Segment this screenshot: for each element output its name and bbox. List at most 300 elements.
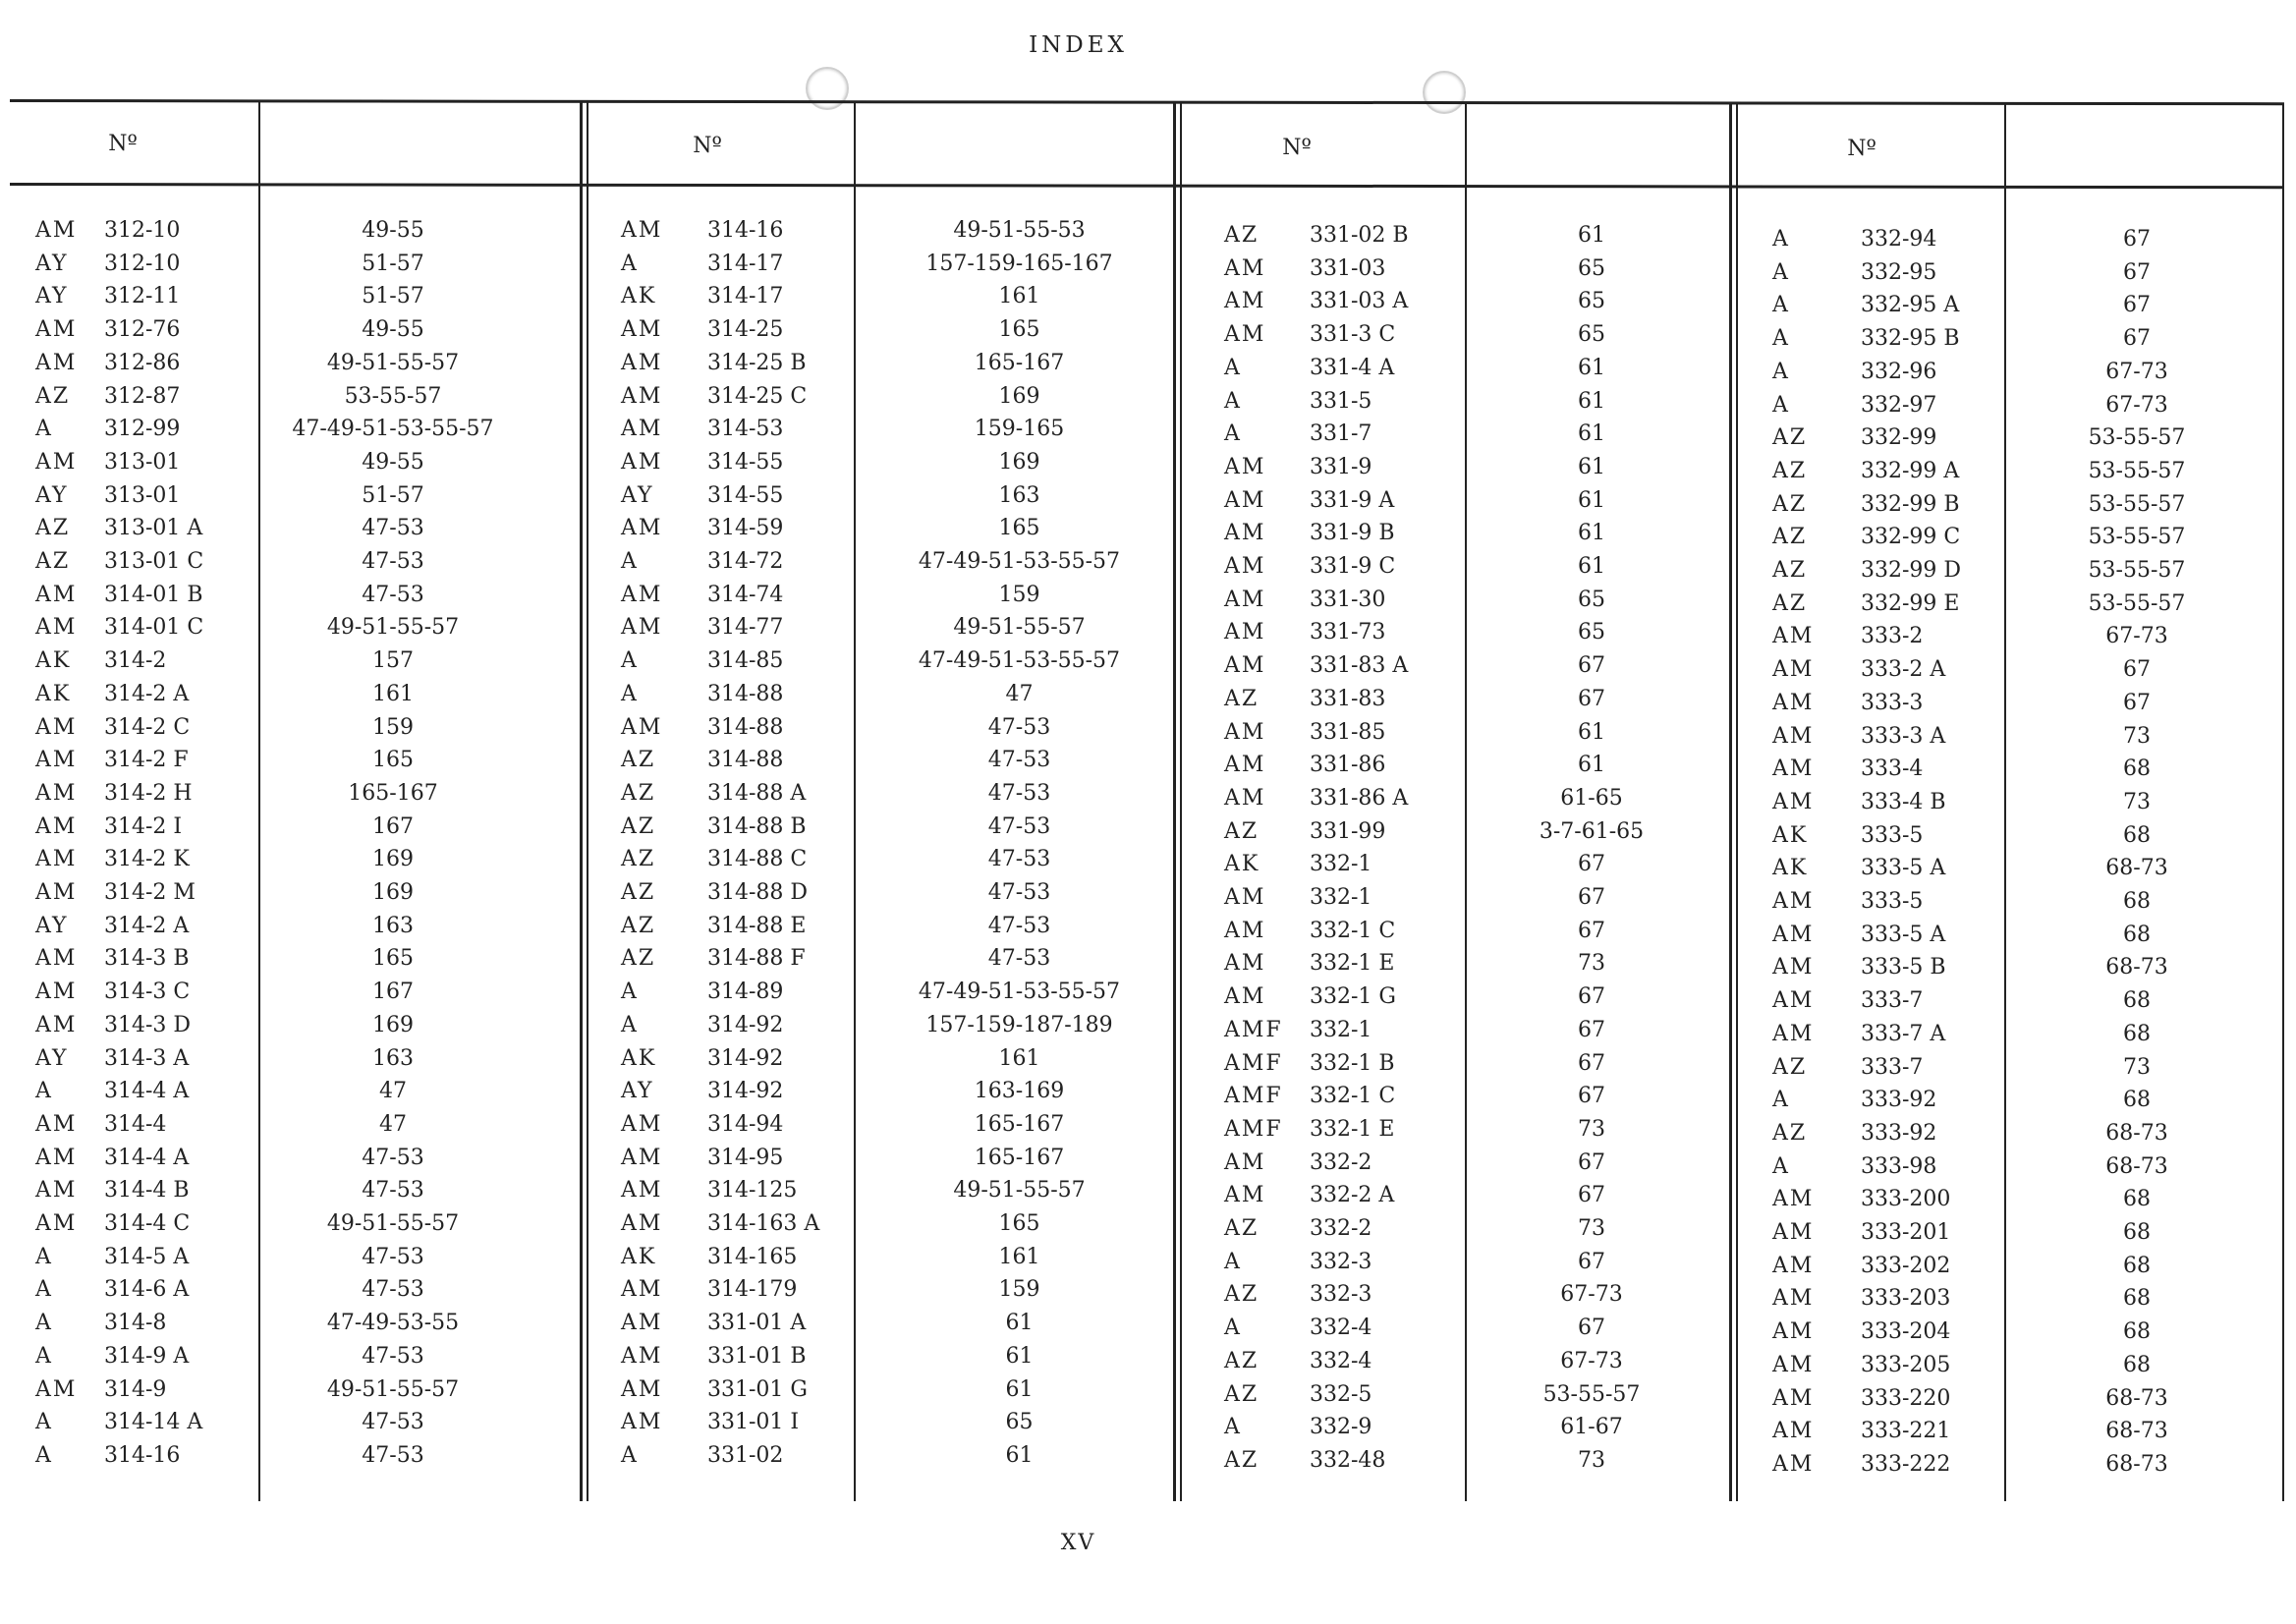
series-prefix: AZ bbox=[621, 748, 656, 773]
part-number: 333-7 A bbox=[1861, 1021, 1946, 1046]
part-number: 331-01 A bbox=[707, 1311, 807, 1336]
page-reference: 67 bbox=[2123, 657, 2151, 683]
page-reference: 73 bbox=[1578, 1116, 1605, 1142]
part-number: 331-01 I bbox=[707, 1410, 800, 1435]
column-header-no: Nº bbox=[108, 132, 138, 156]
part-number: 331-9 B bbox=[1310, 521, 1395, 546]
series-prefix: AM bbox=[1772, 789, 1815, 814]
part-number: 314-17 bbox=[707, 251, 784, 276]
part-number: 314-25 B bbox=[707, 350, 807, 375]
page-reference: 47-49-51-53-55-57 bbox=[918, 980, 1121, 1005]
series-prefix: AM bbox=[621, 449, 663, 475]
part-number: 331-5 bbox=[1310, 388, 1372, 414]
part-number: 332-1 B bbox=[1310, 1050, 1395, 1076]
page-reference: 169 bbox=[998, 449, 1040, 475]
series-prefix: AM bbox=[621, 1211, 663, 1236]
series-prefix: A bbox=[621, 251, 639, 276]
part-number: 331-01 B bbox=[707, 1343, 807, 1369]
series-prefix: AM bbox=[1772, 1187, 1815, 1212]
page-reference: 47-53 bbox=[987, 813, 1051, 839]
page-reference: 165 bbox=[998, 516, 1040, 541]
series-prefix: AM bbox=[1772, 1021, 1815, 1046]
series-prefix: AM bbox=[1224, 587, 1266, 612]
page-reference: 47-53 bbox=[362, 549, 424, 574]
part-number: 313-01 bbox=[104, 482, 181, 508]
page-reference: 53-55-57 bbox=[1542, 1381, 1641, 1407]
part-number: 314-88 bbox=[707, 714, 784, 740]
series-prefix: A bbox=[1772, 1088, 1790, 1113]
series-prefix: AM bbox=[621, 582, 663, 607]
series-prefix: AM bbox=[1772, 1253, 1815, 1278]
part-number: 314-6 A bbox=[104, 1277, 190, 1303]
column-divider bbox=[854, 102, 856, 1501]
series-prefix: AM bbox=[1224, 487, 1266, 513]
part-number: 331-9 bbox=[1310, 454, 1372, 479]
series-prefix: AZ bbox=[1224, 223, 1260, 248]
series-prefix: AM bbox=[621, 1111, 663, 1137]
page-reference: 68 bbox=[2123, 1286, 2151, 1312]
series-prefix: AZ bbox=[1224, 818, 1260, 844]
column-divider bbox=[2004, 104, 2006, 1501]
series-prefix: AM bbox=[1224, 554, 1266, 579]
series-prefix: AY bbox=[35, 1045, 69, 1071]
part-number: 312-87 bbox=[104, 383, 181, 409]
series-prefix: A bbox=[1772, 1153, 1790, 1179]
page-reference: 67 bbox=[1578, 1149, 1605, 1175]
page-reference: 49-51-55-57 bbox=[326, 350, 460, 375]
part-number: 314-88 bbox=[707, 748, 784, 773]
part-number: 331-73 bbox=[1310, 620, 1386, 645]
series-prefix: AY bbox=[35, 284, 69, 309]
punch-hole bbox=[806, 67, 849, 110]
page-reference: 61 bbox=[1005, 1343, 1034, 1369]
column-header-no: Nº bbox=[1282, 136, 1312, 160]
series-prefix: AZ bbox=[1772, 491, 1808, 517]
page-reference: 53-55-57 bbox=[344, 383, 442, 409]
part-number: 333-7 bbox=[1861, 988, 1924, 1014]
series-prefix: AM bbox=[1224, 322, 1266, 348]
part-number: 333-222 bbox=[1861, 1451, 1951, 1477]
series-prefix: AMF bbox=[1224, 1017, 1283, 1042]
part-number: 332-99 bbox=[1861, 425, 1937, 451]
page-reference: 53-55-57 bbox=[2088, 425, 2186, 451]
series-prefix: AM bbox=[35, 847, 78, 872]
part-number: 314-53 bbox=[707, 417, 784, 442]
table-right-edge bbox=[2282, 104, 2284, 1501]
series-prefix: AM bbox=[35, 946, 78, 972]
part-number: 314-2 H bbox=[104, 780, 193, 806]
page-reference: 73 bbox=[2123, 789, 2151, 814]
part-number: 332-2 bbox=[1310, 1216, 1372, 1241]
part-number: 314-85 bbox=[707, 648, 784, 674]
page-reference: 47-53 bbox=[362, 516, 424, 541]
series-prefix: AZ bbox=[35, 549, 71, 574]
page-reference: 159 bbox=[372, 714, 414, 740]
series-prefix: AK bbox=[1224, 852, 1260, 877]
series-prefix: AM bbox=[1224, 653, 1266, 679]
series-prefix: AK bbox=[621, 284, 657, 309]
part-number: 314-4 bbox=[104, 1111, 167, 1137]
part-number: 333-92 bbox=[1861, 1088, 1937, 1113]
series-prefix: A bbox=[621, 648, 639, 674]
series-prefix: AM bbox=[1224, 951, 1266, 977]
page-reference: 67 bbox=[1578, 885, 1605, 910]
page-reference: 47-53 bbox=[362, 1277, 424, 1303]
page-reference: 165 bbox=[998, 317, 1040, 343]
part-number: 332-95 B bbox=[1861, 326, 1960, 352]
series-prefix: AM bbox=[621, 1277, 663, 1303]
series-prefix: AM bbox=[35, 615, 78, 641]
part-number: 314-88 A bbox=[707, 780, 807, 806]
series-prefix: AM bbox=[1224, 620, 1266, 645]
page-reference: 68-73 bbox=[2105, 856, 2168, 881]
part-number: 314-95 bbox=[707, 1145, 784, 1170]
page-reference: 165-167 bbox=[974, 350, 1065, 375]
page-reference: 61 bbox=[1578, 521, 1605, 546]
part-number: 314-55 bbox=[707, 482, 784, 508]
part-number: 314-2 A bbox=[104, 681, 190, 706]
series-prefix: AM bbox=[35, 980, 78, 1005]
page-reference: 47-49-51-53-55-57 bbox=[918, 648, 1121, 674]
part-number: 333-220 bbox=[1861, 1385, 1951, 1411]
series-prefix: AM bbox=[621, 1376, 663, 1402]
series-prefix: AZ bbox=[1772, 458, 1808, 483]
page-reference: 68 bbox=[2123, 1021, 2151, 1046]
part-number: 333-98 bbox=[1861, 1153, 1937, 1179]
part-number: 314-92 bbox=[707, 1012, 784, 1037]
part-number: 312-11 bbox=[104, 284, 181, 309]
series-prefix: AZ bbox=[1224, 1282, 1260, 1308]
page-reference: 73 bbox=[1578, 1216, 1605, 1241]
page-reference: 61 bbox=[1578, 554, 1605, 579]
series-prefix: AK bbox=[35, 648, 72, 674]
series-prefix: AZ bbox=[1224, 686, 1260, 711]
series-prefix: AK bbox=[621, 1045, 657, 1071]
page-reference: 67 bbox=[1578, 1249, 1605, 1274]
series-prefix: AZ bbox=[35, 516, 71, 541]
series-prefix: AM bbox=[1224, 885, 1266, 910]
series-prefix: AM bbox=[621, 615, 663, 641]
series-prefix: AK bbox=[1772, 856, 1809, 881]
part-number: 314-88 B bbox=[707, 813, 807, 839]
part-number: 314-88 D bbox=[707, 880, 809, 905]
part-number: 314-94 bbox=[707, 1111, 784, 1137]
series-prefix: AM bbox=[621, 350, 663, 375]
part-number: 332-96 bbox=[1861, 359, 1937, 384]
series-prefix: AZ bbox=[621, 913, 656, 938]
series-prefix: A bbox=[1772, 359, 1790, 384]
page-reference: 161 bbox=[372, 681, 414, 706]
column-header-no: Nº bbox=[693, 134, 722, 158]
series-prefix: AY bbox=[621, 482, 654, 508]
part-number: 314-55 bbox=[707, 449, 784, 475]
part-number: 312-76 bbox=[104, 317, 181, 343]
page-reference: 49-51-55-53 bbox=[953, 218, 1086, 243]
series-prefix: AMF bbox=[1224, 1050, 1283, 1076]
part-number: 332-99 C bbox=[1861, 525, 1961, 550]
series-prefix: AZ bbox=[1772, 1054, 1808, 1080]
series-prefix: A bbox=[621, 549, 639, 574]
series-prefix: AM bbox=[35, 1178, 78, 1204]
page-reference: 47-53 bbox=[362, 1145, 424, 1170]
part-number: 332-2 A bbox=[1310, 1183, 1395, 1208]
page-reference: 67 bbox=[1578, 1050, 1605, 1076]
series-prefix: A bbox=[35, 1277, 53, 1303]
series-prefix: AM bbox=[621, 417, 663, 442]
part-number: 332-4 bbox=[1310, 1316, 1372, 1341]
page-reference: 169 bbox=[372, 847, 414, 872]
page-reference: 67 bbox=[1578, 1316, 1605, 1341]
part-number: 314-8 bbox=[104, 1311, 167, 1336]
page-reference: 67 bbox=[2123, 690, 2151, 715]
page-reference: 165-167 bbox=[974, 1145, 1065, 1170]
page-reference: 159 bbox=[998, 1277, 1040, 1303]
page-reference: 61 bbox=[1578, 753, 1605, 778]
page-reference: 49-51-55-57 bbox=[326, 615, 460, 641]
series-prefix: A bbox=[1224, 1249, 1242, 1274]
series-prefix: A bbox=[1772, 392, 1790, 418]
page-reference: 68 bbox=[2123, 889, 2151, 914]
part-number: 314-3 C bbox=[104, 980, 191, 1005]
part-number: 332-3 bbox=[1310, 1249, 1372, 1274]
page-reference: 73 bbox=[1578, 1447, 1605, 1473]
series-prefix: AM bbox=[1224, 289, 1266, 314]
page-reference: 53-55-57 bbox=[2088, 525, 2186, 550]
page-reference: 67 bbox=[1578, 686, 1605, 711]
part-number: 331-7 bbox=[1310, 421, 1372, 447]
group-divider bbox=[1180, 103, 1182, 1501]
part-number: 333-201 bbox=[1861, 1220, 1951, 1245]
page-reference: 165-167 bbox=[348, 780, 438, 806]
part-number: 332-5 bbox=[1310, 1381, 1372, 1407]
series-prefix: AM bbox=[1772, 955, 1815, 980]
page-reference: 47-53 bbox=[987, 946, 1051, 972]
series-prefix: AZ bbox=[1772, 558, 1808, 583]
page-reference: 68 bbox=[2123, 756, 2151, 782]
page-reference: 53-55-57 bbox=[2088, 558, 2186, 583]
page-reference: 51-57 bbox=[362, 482, 424, 508]
series-prefix: A bbox=[621, 1442, 639, 1468]
series-prefix: AM bbox=[1772, 988, 1815, 1014]
page-reference: 47-53 bbox=[362, 1442, 424, 1468]
part-number: 333-4 bbox=[1861, 756, 1924, 782]
part-number: 332-1 C bbox=[1310, 918, 1396, 943]
part-number: 314-3 D bbox=[104, 1012, 192, 1037]
series-prefix: AM bbox=[621, 1178, 663, 1204]
series-prefix: AM bbox=[1772, 657, 1815, 683]
page-reference: 159-165 bbox=[974, 417, 1065, 442]
page-reference: 53-55-57 bbox=[2088, 491, 2186, 517]
series-prefix: AM bbox=[35, 780, 78, 806]
part-number: 312-10 bbox=[104, 218, 181, 243]
part-number: 332-9 bbox=[1310, 1415, 1372, 1440]
part-number: 331-86 bbox=[1310, 753, 1386, 778]
series-prefix: A bbox=[35, 1079, 53, 1104]
part-number: 333-5 bbox=[1861, 822, 1924, 848]
page-reference: 67-73 bbox=[2105, 359, 2168, 384]
page-reference: 165 bbox=[372, 946, 414, 972]
series-prefix: AM bbox=[35, 218, 78, 243]
series-prefix: AZ bbox=[1772, 425, 1808, 451]
page-reference: 67 bbox=[1578, 918, 1605, 943]
page-reference: 65 bbox=[1578, 587, 1605, 612]
part-number: 314-89 bbox=[707, 980, 784, 1005]
page-reference: 49-51-55-57 bbox=[953, 1178, 1086, 1204]
part-number: 332-1 E bbox=[1310, 951, 1395, 977]
part-number: 332-48 bbox=[1310, 1447, 1386, 1473]
series-prefix: AM bbox=[1772, 922, 1815, 947]
series-prefix: AZ bbox=[1772, 525, 1808, 550]
series-prefix: AZ bbox=[1224, 1348, 1260, 1373]
part-number: 333-2 bbox=[1861, 624, 1924, 649]
part-number: 314-77 bbox=[707, 615, 784, 641]
series-prefix: AM bbox=[1224, 984, 1266, 1010]
series-prefix: AM bbox=[1224, 521, 1266, 546]
page-reference: 67-73 bbox=[2105, 624, 2168, 649]
series-prefix: AM bbox=[35, 350, 78, 375]
series-prefix: AM bbox=[35, 317, 78, 343]
page-reference: 157 bbox=[372, 648, 414, 674]
page-reference: 47-53 bbox=[987, 847, 1051, 872]
page-reference: 163 bbox=[998, 482, 1040, 508]
part-number: 331-03 A bbox=[1310, 289, 1409, 314]
page-reference: 68 bbox=[2123, 1352, 2151, 1377]
page-reference: 61 bbox=[1578, 454, 1605, 479]
part-number: 314-88 bbox=[707, 681, 784, 706]
series-prefix: A bbox=[35, 1244, 53, 1269]
series-prefix: AM bbox=[1224, 719, 1266, 745]
page-reference: 53-55-57 bbox=[2088, 590, 2186, 616]
page-reference: 68-73 bbox=[2105, 1120, 2168, 1146]
part-number: 314-16 bbox=[707, 218, 784, 243]
part-number: 332-1 E bbox=[1310, 1116, 1395, 1142]
series-prefix: AM bbox=[621, 516, 663, 541]
part-number: 314-3 A bbox=[104, 1045, 190, 1071]
series-prefix: AZ bbox=[621, 880, 656, 905]
part-number: 333-202 bbox=[1861, 1253, 1951, 1278]
part-number: 333-204 bbox=[1861, 1319, 1951, 1345]
page-reference: 68-73 bbox=[2105, 1419, 2168, 1444]
series-prefix: AM bbox=[1772, 756, 1815, 782]
series-prefix: AM bbox=[35, 880, 78, 905]
page-reference: 61 bbox=[1578, 719, 1605, 745]
series-prefix: AZ bbox=[35, 383, 71, 409]
series-prefix: AM bbox=[621, 714, 663, 740]
page-reference: 61 bbox=[1578, 421, 1605, 447]
part-number: 333-221 bbox=[1861, 1419, 1951, 1444]
series-prefix: AZ bbox=[1772, 1120, 1808, 1146]
series-prefix: AY bbox=[35, 482, 69, 508]
series-prefix: AZ bbox=[621, 813, 656, 839]
series-prefix: AM bbox=[1224, 785, 1266, 811]
part-number: 333-200 bbox=[1861, 1187, 1951, 1212]
page-reference: 61-67 bbox=[1560, 1415, 1623, 1440]
page-reference: 165 bbox=[372, 748, 414, 773]
column-divider bbox=[258, 101, 260, 1501]
page-reference: 163-169 bbox=[974, 1079, 1065, 1104]
part-number: 314-2 F bbox=[104, 748, 189, 773]
series-prefix: A bbox=[35, 1442, 53, 1468]
part-number: 331-83 A bbox=[1310, 653, 1409, 679]
part-number: 312-10 bbox=[104, 251, 181, 276]
part-number: 331-3 C bbox=[1310, 322, 1396, 348]
page-reference: 67 bbox=[2123, 326, 2151, 352]
part-number: 332-1 G bbox=[1310, 984, 1396, 1010]
part-number: 332-94 bbox=[1861, 227, 1937, 252]
page-reference: 67-73 bbox=[1560, 1282, 1623, 1308]
page-reference: 53-55-57 bbox=[2088, 458, 2186, 483]
part-number: 331-9 C bbox=[1310, 554, 1396, 579]
page-reference: 61 bbox=[1005, 1311, 1034, 1336]
part-number: 314-72 bbox=[707, 549, 784, 574]
series-prefix: AM bbox=[35, 1111, 78, 1137]
page-reference: 61 bbox=[1578, 355, 1605, 380]
page-reference: 49-55 bbox=[362, 218, 424, 243]
part-number: 314-165 bbox=[707, 1244, 798, 1269]
part-number: 331-03 bbox=[1310, 255, 1386, 281]
part-number: 314-59 bbox=[707, 516, 784, 541]
series-prefix: AM bbox=[35, 449, 78, 475]
page-reference: 47-49-53-55 bbox=[326, 1311, 460, 1336]
page-reference: 169 bbox=[372, 1012, 414, 1037]
part-number: 314-25 bbox=[707, 317, 784, 343]
series-prefix: AM bbox=[1772, 1352, 1815, 1377]
series-prefix: AM bbox=[35, 1376, 78, 1402]
part-number: 314-74 bbox=[707, 582, 784, 607]
series-prefix: AM bbox=[35, 1012, 78, 1037]
part-number: 332-99 D bbox=[1861, 558, 1962, 583]
series-prefix: A bbox=[1772, 227, 1790, 252]
part-number: 314-2 K bbox=[104, 847, 190, 872]
series-prefix: AM bbox=[621, 1410, 663, 1435]
page-reference: 165 bbox=[998, 1211, 1040, 1236]
page-reference: 65 bbox=[1578, 289, 1605, 314]
series-prefix: AM bbox=[1772, 1385, 1815, 1411]
part-number: 333-2 A bbox=[1861, 657, 1946, 683]
series-prefix: AM bbox=[35, 1211, 78, 1236]
series-prefix: AZ bbox=[1224, 1216, 1260, 1241]
part-number: 331-83 bbox=[1310, 686, 1386, 711]
page-reference: 161 bbox=[998, 1045, 1040, 1071]
part-number: 314-01 B bbox=[104, 582, 203, 607]
part-number: 314-92 bbox=[707, 1045, 784, 1071]
part-number: 332-99 E bbox=[1861, 590, 1960, 616]
page-reference: 47-53 bbox=[987, 913, 1051, 938]
series-prefix: AZ bbox=[621, 946, 656, 972]
part-number: 331-99 bbox=[1310, 818, 1386, 844]
part-number: 313-01 A bbox=[104, 516, 203, 541]
series-prefix: AK bbox=[621, 1244, 657, 1269]
group-divider bbox=[1736, 104, 1738, 1501]
part-number: 314-25 C bbox=[707, 383, 808, 409]
page-reference: 47-53 bbox=[362, 1244, 424, 1269]
series-prefix: AK bbox=[35, 681, 72, 706]
series-prefix: A bbox=[1224, 388, 1242, 414]
page-reference: 65 bbox=[1005, 1410, 1034, 1435]
series-prefix: AM bbox=[1224, 753, 1266, 778]
series-prefix: AMF bbox=[1224, 1116, 1283, 1142]
page-reference: 47-53 bbox=[362, 1343, 424, 1369]
page-reference: 161 bbox=[998, 1244, 1040, 1269]
part-number: 332-95 bbox=[1861, 259, 1937, 285]
page-reference: 67 bbox=[1578, 653, 1605, 679]
series-prefix: AM bbox=[1224, 454, 1266, 479]
part-number: 331-01 G bbox=[707, 1376, 808, 1402]
part-number: 333-7 bbox=[1861, 1054, 1924, 1080]
page-reference: 68 bbox=[2123, 922, 2151, 947]
part-number: 332-99 B bbox=[1861, 491, 1960, 517]
part-number: 333-5 A bbox=[1861, 856, 1946, 881]
